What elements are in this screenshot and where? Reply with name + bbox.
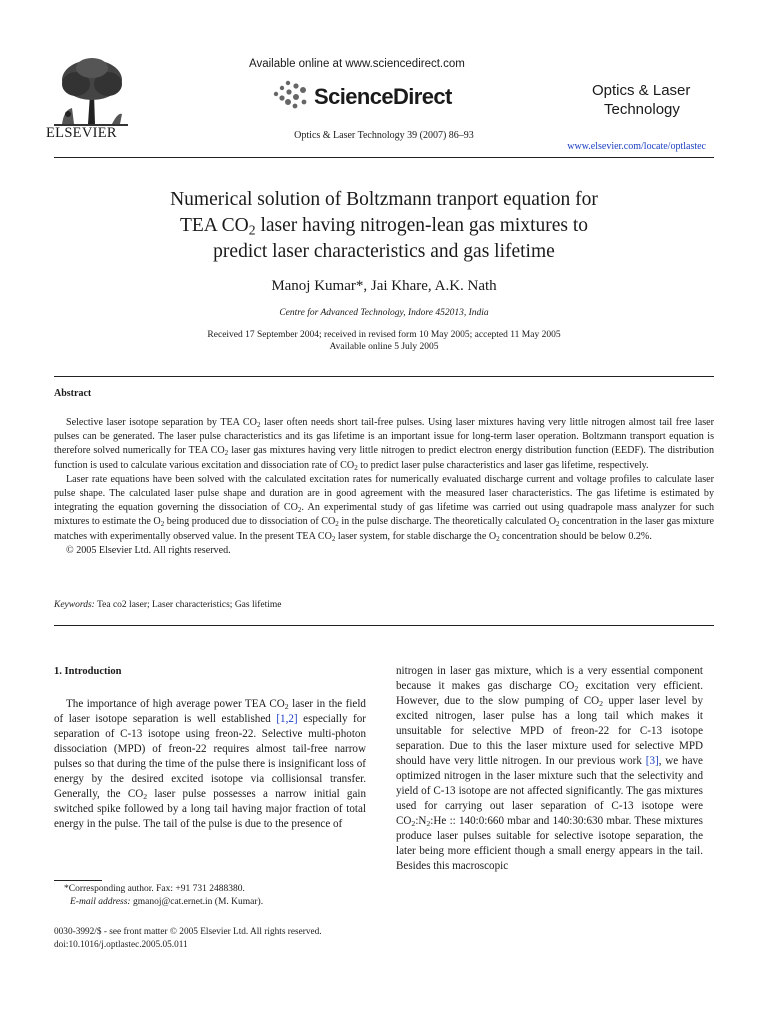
intro-paragraph-right: nitrogen in laser gas mixture, which is a very essential component because it makes gas discharge $CO_2$ excitation very efficient. However, due to the slow pumping of $CO_2$ upper laser level by excited nitrogen, laser pulse has a long tail which makes it unsuitable for selective MPD of freon-22 for C-13 isotope separation. Due to this the laser mixture used for selective MPD should have very little nitrogen. In our previous work [3], we have optimized nitrogen in the laser mixture such that the selectivity and yield of C-13 isotope are not affected significantly. The gas mixtures used for carrying out laser separation of C-13 isotope were $CO_2:N_2:He$ :: 140:0:660 mbar and 140:30:630 mbar. These mixtures produce laser pulses suitable for selective isotope separation, the later being more efficient though a small energy appears in the tail. Besides this macroscopic <box>396 665 703 872</box>
article-authors: Manoj Kumar*, Jai Khare, A.K. Nath <box>271 278 497 294</box>
email-address[interactable]: gmanoj@cat.ernet.in (M. Kumar). <box>130 897 264 907</box>
journal-brand-line1: Optics & Laser <box>592 82 691 99</box>
front-matter-line: 0030-3992/$ - see front matter © 2005 Elsevier Ltd. All rights reserved. <box>54 927 322 937</box>
doi-line[interactable]: doi:10.1016/j.optlastec.2005.05.011 <box>54 940 188 950</box>
section-heading-introduction: 1. Introduction <box>54 666 122 677</box>
abstract-divider-bottom <box>54 625 714 626</box>
article-dates <box>0 329 768 353</box>
available-date: Available online 5 July 2005 <box>329 342 439 352</box>
sciencedirect-logo: ScienceDirect <box>314 84 452 109</box>
journal-reference: Optics & Laser Technology 39 (2007) 86–93 <box>294 130 474 141</box>
body-column-right <box>396 664 703 874</box>
author-affiliation: Centre for Advanced Technology, Indore 452013, India <box>279 308 489 318</box>
abstract-heading: Abstract <box>54 388 92 399</box>
elsevier-tree-logo <box>52 54 130 134</box>
keywords-list: Tea co2 laser; Laser characteristics; Gas lifetime <box>94 600 282 610</box>
article-title: Numerical solution of Boltzmann tranport equation for TEA $CO_2$ laser having nitrogen-lean gas mixtures to predict laser characteristics and gas lifetime <box>170 189 598 262</box>
footnote <box>54 883 366 909</box>
journal-url-link[interactable]: www.elsevier.com/locate/optlastec <box>567 141 706 152</box>
footnote-divider <box>54 880 102 881</box>
abstract-body <box>54 416 714 558</box>
header-divider <box>54 157 714 158</box>
abstract-divider-top <box>54 376 714 377</box>
copyright-notice: © 2005 Elsevier Ltd. All rights reserved. <box>66 544 231 556</box>
available-online-text[interactable]: Available online at www.sciencedirect.com <box>249 58 465 70</box>
abstract-paragraph-2: Laser rate equations have been solved with the calculated excitation rates for numerically evaluated discharge current and voltage profiles to calculate laser pulse shape. The calculated laser pulse shape and duration are in good agreement with the measured laser characteristics. The gas lifetime is estimated by integrating the equation governing the dissociation of $CO_2$. An experimental study of gas lifetime was carried out using quadrapole mass analyzer for such mixtures to estimate the $O_2$ being produced due to dissociation of $CO_2$ in the pulse discharge. The theoretically calculated $O_2$ concentration in the laser gas mixture matches with experimentally observed value. In the present TEA $CO_2$ laser system, for stable discharge the $O_2$ concentration should be below 0.2%. <box>54 473 714 543</box>
page-footer <box>54 926 384 952</box>
journal-brand-line2: Technology <box>604 101 680 118</box>
keywords-label: Keywords: <box>54 600 95 610</box>
body-column-left <box>54 664 366 832</box>
intro-paragraph-left: The importance of high average power TEA $CO_2$ laser in the field of laser isotope separation is well established [1,2] especially for separation of C-13 isotope using freon-22. Selective multi-photon dissociation (MPD) of freon-22 requires almost tail-free narrow pulses so that during the time of the pulse there is insignificant loss of energy by the desired excited isotope via collisionsal transfer. Generally, the $CO_2$ laser pulse possesses a narrow initial gain switched spike followed by a long tail having major fraction of total energy in the pulse. The tail of the pulse is due to the presence of <box>54 698 366 830</box>
email-label: E-mail address: <box>70 897 131 907</box>
publisher-name: ELSEVIER <box>46 125 117 141</box>
received-dates: Received 17 September 2004; received in revised form 10 May 2005; accepted 11 May 2005 <box>207 330 561 340</box>
email-line <box>54 896 366 909</box>
corresponding-author: *Corresponding author. Fax: +91 731 2488380. <box>64 884 245 894</box>
abstract-paragraph-1: Selective laser isotope separation by TEA $CO_2$ laser often needs short tail-free pulses. Using laser mixtures having very little nitrogen almost tail free laser pulses can be generated. The laser pulse characteristics and its gas lifetime is an important issue for long-term laser operation. Boltzmann transport equation is therefore solved numerically for TEA $CO_2$ laser gas mixtures having very little nitrogen to predict electron energy distribution function (EEDF). The distribution function is used to calculate various excitation and dissociation rate of $CO_2$ to predict laser pulse characteristics and laser gas lifetime, respectively. <box>54 417 714 472</box>
keywords <box>54 600 282 610</box>
